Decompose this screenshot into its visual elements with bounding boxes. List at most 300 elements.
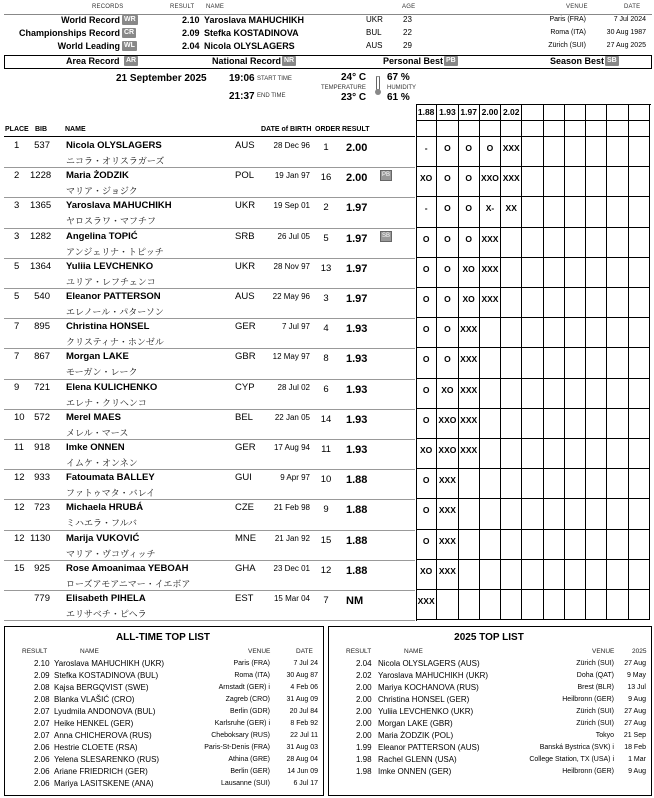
toplist-result: 2.00 bbox=[356, 695, 372, 704]
attempt-cell bbox=[607, 439, 628, 469]
athlete-country: BEL bbox=[235, 411, 253, 423]
athlete-result: 1.97 bbox=[346, 262, 368, 275]
attempt-cell: O bbox=[459, 137, 480, 167]
record-country: UKR bbox=[366, 15, 383, 24]
toplist-name: Yaroslava MAHUCHIKH (UKR) bbox=[54, 659, 165, 668]
attempt-cell bbox=[629, 348, 650, 378]
row-divider bbox=[4, 167, 415, 168]
record-venue: Paris (FRA) bbox=[549, 16, 586, 23]
attempt-cell: XXX bbox=[459, 379, 480, 409]
attempt-cell bbox=[501, 409, 522, 439]
toplist-date: 13 Jul bbox=[627, 684, 646, 691]
athlete-dob: 9 Apr 97 bbox=[280, 473, 310, 483]
attempt-cell bbox=[586, 137, 607, 167]
height-bar-cell: 2.00 bbox=[480, 104, 501, 121]
height-bar-cell: 1.88 bbox=[416, 104, 437, 121]
athlete-result: 1.93 bbox=[346, 413, 368, 426]
athlete-place: 1 bbox=[14, 140, 20, 151]
attempt-cell: O bbox=[437, 197, 458, 227]
athlete-name-kana: ミハエラ・フルバ bbox=[66, 518, 138, 529]
toplist-venue: Heilbronn (GER) bbox=[562, 696, 614, 703]
result-heading: RESULT bbox=[170, 4, 195, 10]
toplist-venue: Banská Bystrica (SVK) i bbox=[539, 744, 614, 751]
height-bar-cell: 2.02 bbox=[501, 104, 522, 121]
all-time-title: ALL-TIME TOP LIST bbox=[115, 632, 211, 643]
attempt-cell bbox=[586, 439, 607, 469]
attempt-cell bbox=[544, 258, 565, 288]
header-divider bbox=[4, 136, 415, 137]
grid-spacer-cell bbox=[586, 121, 607, 136]
attempt-cell: O bbox=[437, 228, 458, 258]
attempt-cell bbox=[501, 560, 522, 590]
toplist-venue: Zagreb (CRO) bbox=[225, 696, 270, 703]
athlete-dob: 28 Dec 96 bbox=[273, 141, 310, 150]
col-place: PLACE bbox=[5, 126, 29, 133]
attempt-cell bbox=[586, 560, 607, 590]
athlete-bib: 572 bbox=[34, 411, 50, 423]
athlete-bib: 1365 bbox=[30, 200, 52, 212]
attempt-cell: O bbox=[416, 348, 437, 378]
toplist-result: 2.08 bbox=[34, 683, 50, 692]
attempt-cell bbox=[629, 499, 650, 529]
height-bar-cell bbox=[586, 104, 607, 121]
toplist-result: 1.98 bbox=[356, 755, 372, 764]
athlete-order: 1 bbox=[323, 142, 329, 153]
athlete-bib: 1228 bbox=[30, 170, 52, 182]
year-top-head-name: NAME bbox=[404, 648, 423, 655]
toplist-name: Mariya LASITSKENE (ANA) bbox=[54, 779, 154, 788]
attempt-cell bbox=[565, 318, 586, 348]
record-result: 2.10 bbox=[182, 15, 200, 25]
attempt-cell bbox=[544, 439, 565, 469]
row-divider bbox=[4, 439, 415, 440]
attempt-cell: XO bbox=[416, 439, 437, 469]
attempt-cell: O bbox=[459, 167, 480, 197]
athlete-order: 8 bbox=[323, 353, 329, 365]
legend-label: Area Record bbox=[66, 56, 120, 66]
toplist-venue: Athina (GRE) bbox=[228, 756, 270, 763]
athlete-place: 2 bbox=[14, 170, 20, 182]
athlete-result: 1.93 bbox=[346, 353, 368, 366]
attempt-cell bbox=[544, 379, 565, 409]
attempt-cell bbox=[480, 348, 501, 378]
year-top-title: 2025 TOP LIST bbox=[454, 632, 524, 643]
grid-spacer-cell bbox=[416, 121, 437, 136]
toplist-result: 2.00 bbox=[356, 731, 372, 740]
attempt-cell: XO bbox=[459, 288, 480, 318]
toplist-name: Hestrie CLOETE (RSA) bbox=[54, 743, 138, 752]
toplist-result: 2.04 bbox=[356, 659, 372, 668]
record-badge: WL bbox=[124, 42, 135, 49]
attempt-cell: XXX bbox=[459, 348, 480, 378]
legend-badge: AR bbox=[126, 57, 137, 64]
attempt-cell bbox=[522, 197, 543, 227]
toplist-date: 1 Mar bbox=[628, 756, 646, 763]
attempt-cell bbox=[501, 228, 522, 258]
toplist-name: Lyudmila ANDONOVA (BUL) bbox=[54, 707, 156, 716]
athlete-name: Marija VUKOVIĆ bbox=[66, 532, 140, 544]
attempt-cell bbox=[586, 409, 607, 439]
attempt-cell bbox=[522, 530, 543, 560]
toplist-result: 2.06 bbox=[34, 779, 50, 788]
athlete-name-kana: メレル・マース bbox=[66, 427, 129, 438]
attempt-cell bbox=[437, 590, 458, 620]
attempt-cell bbox=[501, 288, 522, 318]
athlete-tag: SB bbox=[380, 231, 392, 242]
toplist-name: Heike HENKEL (GER) bbox=[54, 719, 134, 728]
athlete-order: 4 bbox=[323, 323, 329, 335]
attempt-cell: O bbox=[437, 258, 458, 288]
toplist-name: Maria ŻODZIK (POL) bbox=[378, 731, 454, 740]
toplist-venue: Tokyo bbox=[595, 732, 614, 739]
toplist-name: Ariane FRIEDRICH (GER) bbox=[54, 767, 148, 776]
athlete-country: UKR bbox=[235, 260, 256, 272]
athlete-dob: 22 Jan 05 bbox=[274, 412, 310, 422]
attempt-cell bbox=[629, 228, 650, 258]
height-bar-cell bbox=[522, 104, 543, 121]
athlete-order: 13 bbox=[320, 262, 332, 274]
attempt-cell: XXX bbox=[437, 560, 458, 590]
attempt-cell: XXO bbox=[437, 409, 458, 439]
all-time-head-result: RESULT bbox=[22, 648, 48, 655]
toplist-result: 2.08 bbox=[34, 695, 50, 704]
row-divider bbox=[4, 560, 415, 561]
toplist-date: 27 Aug bbox=[624, 660, 646, 667]
toplist-name: Imke ONNEN (GER) bbox=[378, 767, 452, 776]
athlete-country: GHA bbox=[235, 562, 256, 574]
athlete-order: 15 bbox=[320, 534, 332, 546]
toplist-date: 28 Aug 04 bbox=[286, 756, 318, 763]
athlete-order: 2 bbox=[323, 202, 329, 214]
attempt-cell bbox=[544, 228, 565, 258]
athlete-place: 7 bbox=[14, 321, 20, 333]
record-date: 7 Jul 2024 bbox=[613, 16, 646, 23]
athlete-place: 15 bbox=[14, 562, 25, 574]
attempt-cell: XXX bbox=[437, 469, 458, 499]
grid-spacer-cell bbox=[480, 121, 501, 136]
attempt-cell bbox=[459, 499, 480, 529]
toplist-name: Yaroslava MAHUCHIKH (UKR) bbox=[378, 671, 489, 680]
legend-label: National Record bbox=[212, 56, 282, 66]
toplist-name: Nicola OLYSLAGERS (AUS) bbox=[378, 659, 480, 668]
toplist-result: 2.06 bbox=[34, 767, 50, 776]
athlete-place: 5 bbox=[14, 291, 20, 302]
toplist-date: 18 Feb bbox=[624, 744, 646, 751]
toplist-date: 27 Aug bbox=[624, 708, 646, 715]
attempt-cell: XXO bbox=[437, 439, 458, 469]
attempt-cell bbox=[544, 197, 565, 227]
attempt-cell: XXO bbox=[480, 167, 501, 197]
attempt-cell: XXX bbox=[480, 258, 501, 288]
toplist-venue: Karlsruhe (GER) i bbox=[214, 720, 270, 727]
athlete-name: Angelina TOPIĆ bbox=[66, 230, 138, 242]
attempt-cell bbox=[607, 258, 628, 288]
attempt-cell bbox=[565, 499, 586, 529]
athlete-dob: 19 Jan 97 bbox=[274, 171, 310, 181]
athlete-dob: 21 Feb 98 bbox=[273, 503, 310, 513]
attempt-cell: O bbox=[416, 288, 437, 318]
grid-spacer-cell bbox=[501, 121, 522, 136]
record-label: Championships Record bbox=[18, 28, 120, 38]
athlete-result: 1.88 bbox=[346, 564, 368, 577]
athlete-bib: 779 bbox=[34, 593, 50, 604]
attempt-cell bbox=[480, 499, 501, 529]
attempt-cell bbox=[459, 560, 480, 590]
athlete-name-kana: クリスティナ・ホンゼル bbox=[66, 337, 164, 348]
athlete-bib: 867 bbox=[34, 351, 50, 363]
toplist-date: 8 Feb 92 bbox=[290, 720, 318, 727]
height-bar-cell bbox=[565, 104, 586, 121]
record-name: Stefka KOSTADINOVA bbox=[204, 28, 299, 38]
attempt-cell bbox=[629, 288, 650, 318]
athlete-place: 10 bbox=[14, 411, 25, 423]
records-heading: RECORDS bbox=[92, 4, 124, 10]
athlete-country: SRB bbox=[235, 230, 255, 242]
attempt-cell bbox=[522, 258, 543, 288]
attempt-cell: X- bbox=[480, 197, 501, 227]
attempt-cell bbox=[501, 258, 522, 288]
toplist-venue: Berlin (GDR) bbox=[229, 708, 270, 715]
athlete-bib: 721 bbox=[34, 381, 50, 393]
toplist-date: 9 May bbox=[626, 672, 646, 679]
toplist-result: 2.06 bbox=[34, 755, 50, 764]
toplist-result: 2.10 bbox=[34, 659, 50, 668]
athlete-place: 7 bbox=[14, 351, 20, 363]
attempt-cell: O bbox=[416, 258, 437, 288]
start-time: 19:06 bbox=[229, 73, 255, 84]
attempt-cell bbox=[459, 530, 480, 560]
grid-spacer-cell bbox=[565, 121, 586, 136]
toplist-date: 31 Aug 09 bbox=[286, 696, 318, 703]
attempt-cell: O bbox=[416, 379, 437, 409]
athlete-dob: 23 Dec 01 bbox=[273, 563, 310, 573]
athlete-country: GBR bbox=[235, 351, 256, 363]
attempt-cell: O bbox=[416, 228, 437, 258]
athlete-country: GER bbox=[235, 442, 256, 453]
athlete-place: 5 bbox=[14, 260, 20, 272]
toplist-date: 30 Aug 87 bbox=[286, 672, 318, 679]
toplist-venue: Zürich (SUI) bbox=[576, 708, 614, 715]
attempt-cell: XXX bbox=[459, 318, 480, 348]
record-badge: WR bbox=[124, 16, 136, 23]
grid-spacer-cell bbox=[629, 121, 650, 136]
athlete-bib: 537 bbox=[34, 140, 50, 151]
end-time-label: END TIME bbox=[257, 93, 286, 99]
all-time-head-name: NAME bbox=[80, 648, 99, 655]
date-heading: DATE bbox=[624, 4, 641, 10]
grid-spacer-cell bbox=[607, 121, 628, 136]
attempt-cell: XO bbox=[437, 379, 458, 409]
attempt-cell: O bbox=[416, 409, 437, 439]
toplist-date: 22 Jul 11 bbox=[290, 732, 318, 739]
athlete-dob: 28 Nov 97 bbox=[273, 261, 310, 271]
attempt-cell bbox=[501, 348, 522, 378]
athlete-place: 3 bbox=[14, 200, 20, 212]
toplist-venue: Cheboksary (RUS) bbox=[211, 732, 270, 739]
athlete-order: 6 bbox=[323, 383, 329, 395]
attempt-cell bbox=[522, 348, 543, 378]
attempt-cell bbox=[565, 560, 586, 590]
athlete-dob: 19 Sep 01 bbox=[273, 201, 310, 211]
attempt-cell bbox=[480, 469, 501, 499]
athlete-dob: 26 Jul 05 bbox=[277, 231, 310, 241]
attempt-cell bbox=[607, 469, 628, 499]
toplist-date: 31 Aug 03 bbox=[286, 744, 318, 751]
grid-spacer-cell bbox=[437, 121, 458, 136]
toplist-date: 21 Sep bbox=[623, 732, 646, 739]
row-divider bbox=[4, 348, 415, 349]
toplist-result: 2.09 bbox=[34, 671, 50, 680]
attempt-cell bbox=[459, 590, 480, 620]
attempt-cell bbox=[522, 318, 543, 348]
attempt-cell: XXX bbox=[480, 288, 501, 318]
athlete-bib: 540 bbox=[34, 291, 50, 302]
attempt-cell bbox=[544, 469, 565, 499]
event-date: 21 September 2025 bbox=[116, 73, 207, 84]
athlete-name: Elisabeth PIHELA bbox=[66, 593, 146, 604]
athlete-place: 12 bbox=[14, 532, 25, 544]
row-divider bbox=[4, 288, 415, 289]
year-top-head-result: RESULT bbox=[346, 648, 372, 655]
attempt-cell bbox=[629, 167, 650, 197]
athlete-name: Fatoumata BALLEY bbox=[66, 472, 155, 484]
attempt-cell: XO bbox=[416, 167, 437, 197]
attempt-cell bbox=[607, 167, 628, 197]
attempt-cell bbox=[522, 137, 543, 167]
attempt-cell bbox=[544, 560, 565, 590]
attempt-cell bbox=[501, 439, 522, 469]
record-date: 30 Aug 1987 bbox=[606, 29, 646, 36]
toplist-date: 6 Jul 17 bbox=[293, 780, 318, 787]
attempt-cell bbox=[522, 409, 543, 439]
attempt-cell bbox=[607, 318, 628, 348]
toplist-result: 2.00 bbox=[356, 683, 372, 692]
height-bar-cell: 1.97 bbox=[459, 104, 480, 121]
attempt-cell bbox=[629, 530, 650, 560]
record-venue: Roma (ITA) bbox=[550, 29, 586, 36]
attempt-cell bbox=[544, 167, 565, 197]
attempt-cell bbox=[586, 379, 607, 409]
athlete-name: Rose Amoanimaa YEBOAH bbox=[66, 562, 189, 574]
athlete-country: UKR bbox=[235, 200, 256, 212]
toplist-result: 2.06 bbox=[34, 743, 50, 752]
humidity-start: 67 % bbox=[387, 72, 410, 83]
attempt-cell: O bbox=[437, 348, 458, 378]
toplist-venue: Berlin (GER) bbox=[230, 768, 270, 775]
attempt-cell bbox=[565, 379, 586, 409]
attempt-cell bbox=[586, 318, 607, 348]
attempt-cell bbox=[629, 137, 650, 167]
grid-spacer-cell bbox=[522, 121, 543, 136]
athlete-bib: 925 bbox=[34, 562, 50, 574]
record-age: 23 bbox=[403, 15, 412, 24]
attempt-cell bbox=[607, 348, 628, 378]
toplist-name: Rachel GLENN (USA) bbox=[378, 755, 457, 764]
col-order: ORDER bbox=[315, 126, 341, 133]
athlete-name-kana: マリア・ジョジク bbox=[66, 186, 138, 197]
name-heading: NAME bbox=[206, 4, 225, 10]
attempt-cell: O bbox=[416, 499, 437, 529]
athlete-name: Christina HONSEL bbox=[66, 321, 150, 333]
athlete-tag: PB bbox=[380, 170, 392, 181]
attempt-cell bbox=[607, 590, 628, 620]
athlete-order: 5 bbox=[323, 232, 329, 244]
attempt-cell bbox=[565, 590, 586, 620]
attempt-cell bbox=[586, 590, 607, 620]
athlete-bib: 723 bbox=[34, 502, 50, 514]
athlete-place: 3 bbox=[14, 230, 20, 242]
athlete-country: MNE bbox=[235, 532, 257, 544]
attempt-cell bbox=[629, 197, 650, 227]
athlete-country: CZE bbox=[235, 502, 254, 514]
toplist-result: 2.00 bbox=[356, 707, 372, 716]
attempt-cell: XXX bbox=[459, 439, 480, 469]
attempt-cell bbox=[501, 379, 522, 409]
attempt-cell: XXX bbox=[416, 590, 437, 620]
attempt-cell bbox=[607, 499, 628, 529]
attempt-cell: O bbox=[459, 228, 480, 258]
toplist-venue: Paris (FRA) bbox=[233, 660, 270, 667]
athlete-name-kana: アンジェリナ・トピッチ bbox=[66, 246, 164, 257]
attempt-cell bbox=[522, 167, 543, 197]
height-bar-cell bbox=[607, 104, 628, 121]
row-divider bbox=[4, 620, 415, 621]
athlete-name-kana: ローズアモアニマー・イエボア bbox=[66, 578, 191, 589]
attempt-cell bbox=[459, 469, 480, 499]
col-result: RESULT bbox=[342, 126, 370, 133]
athlete-name-kana: モーガン・レーク bbox=[66, 367, 138, 378]
athlete-result: 1.97 bbox=[346, 202, 368, 215]
attempt-cell: XO bbox=[416, 560, 437, 590]
athlete-result: NM bbox=[346, 595, 364, 607]
height-bar-cell bbox=[544, 104, 565, 121]
toplist-venue: Lausanne (SUI) bbox=[220, 780, 270, 787]
attempt-cell bbox=[565, 288, 586, 318]
athlete-order: 7 bbox=[323, 595, 329, 606]
athlete-order: 12 bbox=[320, 564, 332, 576]
attempt-cell bbox=[607, 228, 628, 258]
toplist-name: Morgan LAKE (GBR) bbox=[378, 719, 453, 728]
attempt-cell bbox=[586, 348, 607, 378]
attempt-cell bbox=[586, 197, 607, 227]
athlete-name-kana: イムケ・オンネン bbox=[66, 458, 138, 468]
thermometer-icon bbox=[375, 76, 379, 96]
toplist-venue: College Station, TX (USA) i bbox=[529, 756, 614, 763]
attempt-cell bbox=[544, 348, 565, 378]
row-divider bbox=[4, 469, 415, 470]
start-time-label: START TIME bbox=[257, 76, 292, 82]
attempt-cell: XXX bbox=[459, 409, 480, 439]
toplist-date: 7 Jul 24 bbox=[293, 660, 318, 667]
attempt-cell bbox=[607, 530, 628, 560]
athlete-dob: 12 May 97 bbox=[272, 352, 310, 362]
attempt-cell: O bbox=[459, 197, 480, 227]
athlete-result: 1.93 bbox=[346, 444, 368, 456]
athlete-name: Elena KULICHENKO bbox=[66, 381, 158, 393]
attempt-cell bbox=[607, 560, 628, 590]
athlete-bib: 1130 bbox=[30, 532, 51, 544]
legend-label: Season Best bbox=[550, 56, 605, 66]
athlete-name-kana: ファトゥマタ・バレイ bbox=[66, 488, 156, 499]
athlete-result: 2.00 bbox=[346, 142, 368, 154]
record-label: World Leading bbox=[57, 41, 120, 51]
athlete-country: EST bbox=[235, 593, 254, 604]
attempt-cell: XO bbox=[459, 258, 480, 288]
athlete-name-kana: マリア・ヴコヴィッチ bbox=[66, 548, 156, 559]
toplist-name: Christina HONSEL (GER) bbox=[378, 695, 470, 704]
toplist-name: Mariya KOCHANOVA (RUS) bbox=[378, 683, 479, 692]
row-divider bbox=[4, 590, 415, 591]
